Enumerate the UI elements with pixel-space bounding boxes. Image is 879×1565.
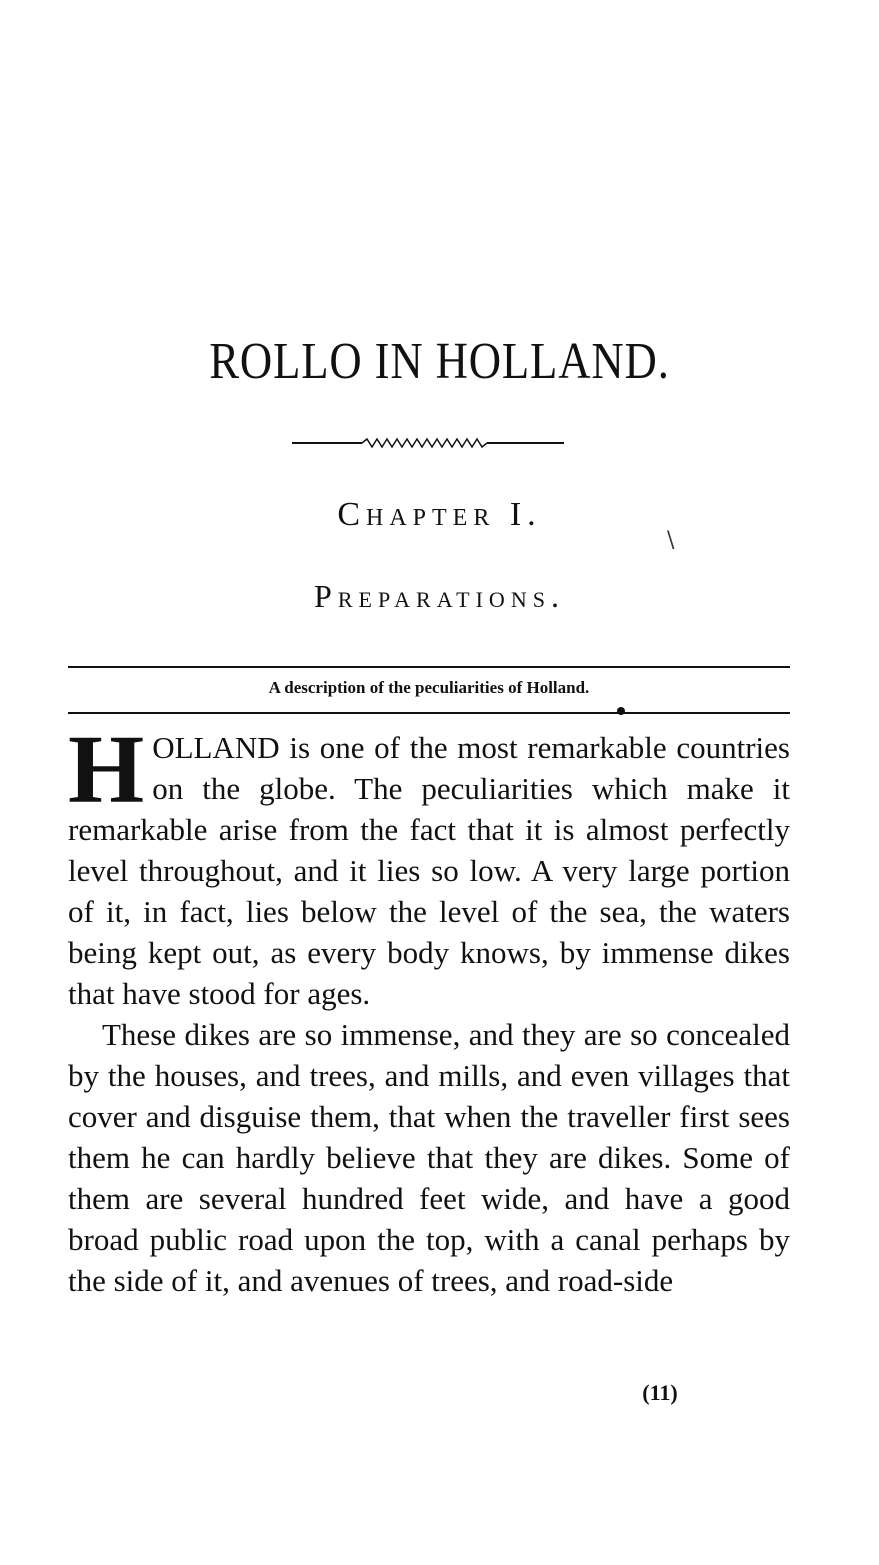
paragraph-1 [68,716,790,1014]
chapter-label-text: Chapter I. [337,496,542,533]
ornament-divider-icon [292,434,564,452]
rule-dot [617,707,625,715]
book-title: ROLLO IN HOLLAND. [209,333,670,390]
chapter-summary: A description of the peculiarities of Holland. [268,678,590,697]
page-number: (11) [642,1380,678,1405]
paragraph-1-text: OLLAND is one of the most remarkable countries on the globe. The peculiarities which make it remarkable arise from the fact that it is almost perfectly level throughout, and it lies so low. A very large portion of it, in fact, lies below the level of the sea, the waters being kept out, as every body knows, by immense dikes that have stood for ages. [68,730,790,1011]
drop-cap: H [68,716,145,824]
chapter-label [0,496,879,534]
summary-top-rule [68,666,790,668]
paragraph-2: These dikes are so immense, and they are so concealed by the houses, and trees, and mills, and even villages that cover and disguise them, that when the traveller first sees them he can hardly believe that they are dikes. Some of them are several hundred feet wide, and have a good broad public road upon the top, with a canal perhaps by the side of it, and avenues of trees, and road-side [68,1017,790,1298]
chapter-title: Preparations. [314,578,565,614]
stray-mark: \ [667,528,675,553]
body-text [68,716,790,1301]
summary-bottom-rule [68,712,790,714]
